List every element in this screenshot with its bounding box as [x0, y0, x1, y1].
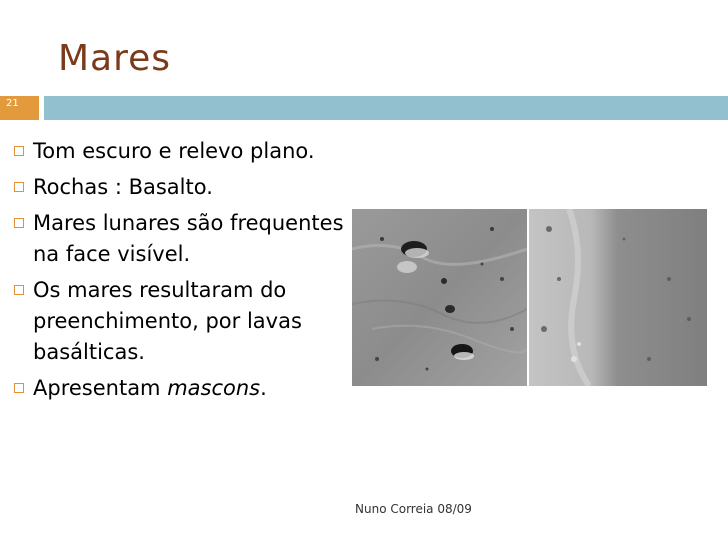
header-bar: [44, 96, 728, 120]
mare-boundary-photo-right: [529, 209, 707, 386]
crater-photo-left: [352, 209, 527, 386]
bullet-box-icon: [14, 218, 24, 228]
footer-author: Nuno Correia 08/09: [355, 502, 472, 516]
bullet-text-before: Apresentam: [33, 376, 168, 400]
lunar-mare-photos: [352, 209, 707, 386]
bullet-text: Tom escuro e relevo plano.: [33, 139, 315, 163]
bullet-list: [14, 136, 354, 409]
bullet-box-icon: [14, 383, 24, 393]
bullet-item: [14, 172, 354, 203]
bullet-text: Mares lunares são frequentes na face visível.: [33, 211, 344, 266]
bullet-text: Rochas : Basalto.: [33, 175, 213, 199]
bullet-box-icon: [14, 285, 24, 295]
bullet-text-after: .: [260, 376, 267, 400]
bullet-text-emphasis: mascons: [167, 376, 261, 400]
slide-title: Mares: [58, 38, 172, 79]
slide-number: 21: [6, 98, 19, 109]
bullet-item: [14, 208, 354, 270]
bullet-text: Os mares resultaram do preenchimento, por lavas basálticas.: [33, 278, 302, 364]
bullet-item: [14, 136, 354, 167]
bullet-box-icon: [14, 182, 24, 192]
bullet-box-icon: [14, 146, 24, 156]
bullet-item: [14, 275, 354, 368]
bullet-item: [14, 373, 354, 404]
